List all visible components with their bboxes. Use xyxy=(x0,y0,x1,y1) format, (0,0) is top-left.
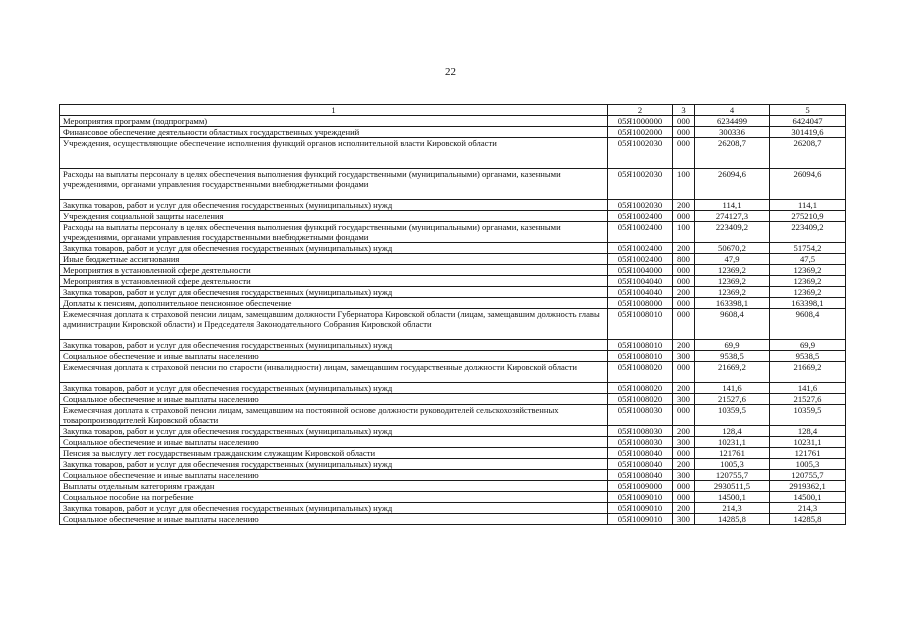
table-row xyxy=(60,362,846,383)
row-value5-cell: 2919362,1 xyxy=(770,481,846,492)
row-value4-cell: 2930511,5 xyxy=(695,481,770,492)
page-number: 22 xyxy=(445,66,456,78)
row-value4-cell: 6234499 xyxy=(695,116,770,127)
row-kind-cell: 000 xyxy=(673,138,695,169)
row-kind-cell: 000 xyxy=(673,362,695,383)
row-value5-cell: 141,6 xyxy=(770,383,846,394)
row-kind-cell: 300 xyxy=(673,394,695,405)
row-value5-cell: 10231,1 xyxy=(770,437,846,448)
row-value4-cell: 12369,2 xyxy=(695,276,770,287)
row-value5-cell: 9538,5 xyxy=(770,351,846,362)
table-row xyxy=(60,394,846,405)
row-value5-cell: 223409,2 xyxy=(770,222,846,243)
table-row xyxy=(60,340,846,351)
table-row xyxy=(60,254,846,265)
row-name-cell: Ежемесячная доплата к страховой пенсии лицам, замещавшим должности Губернатора Кировской области (лицам, замещавшим должность главы администрации Кировской области) и Председателя Законодательного Собрания Кировской области xyxy=(60,309,608,340)
row-kind-cell: 300 xyxy=(673,437,695,448)
row-kind-cell: 000 xyxy=(673,127,695,138)
row-name-cell: Социальное обеспечение и иные выплаты населению xyxy=(60,437,608,448)
row-value5-cell: 14285,8 xyxy=(770,514,846,525)
row-value5-cell: 301419,6 xyxy=(770,127,846,138)
row-kind-cell: 000 xyxy=(673,276,695,287)
row-code-cell: 05Я1009010 xyxy=(608,503,673,514)
row-value4-cell: 1005,3 xyxy=(695,459,770,470)
row-value5-cell: 12369,2 xyxy=(770,287,846,298)
row-code-cell: 05Я1008040 xyxy=(608,459,673,470)
row-name-cell: Ежемесячная доплата к страховой пенсии лицам, замещавшим на постоянной основе должности руководителей сельскохозяйственных товаропроизводителей Кировской области xyxy=(60,405,608,426)
row-name-cell: Финансовое обеспечение деятельности областных государственных учреждений xyxy=(60,127,608,138)
row-code-cell: 05Я1008030 xyxy=(608,405,673,426)
row-name-cell: Социальное обеспечение и иные выплаты населению xyxy=(60,394,608,405)
row-name-cell: Закупка товаров, работ и услуг для обеспечения государственных (муниципальных) нужд xyxy=(60,287,608,298)
table-row xyxy=(60,448,846,459)
header-cell: 2 xyxy=(608,105,673,116)
row-value4-cell: 300336 xyxy=(695,127,770,138)
row-kind-cell: 000 xyxy=(673,309,695,340)
row-value5-cell: 12369,2 xyxy=(770,276,846,287)
row-kind-cell: 800 xyxy=(673,254,695,265)
row-name-cell: Выплаты отдельным категориям граждан xyxy=(60,481,608,492)
row-value5-cell: 9608,4 xyxy=(770,309,846,340)
table-row xyxy=(60,470,846,481)
row-value5-cell: 26208,7 xyxy=(770,138,846,169)
row-kind-cell: 000 xyxy=(673,492,695,503)
row-name-cell: Учреждения социальной защиты населения xyxy=(60,211,608,222)
row-value4-cell: 10359,5 xyxy=(695,405,770,426)
row-value5-cell: 121761 xyxy=(770,448,846,459)
row-value4-cell: 14285,8 xyxy=(695,514,770,525)
header-cell: 1 xyxy=(60,105,608,116)
row-value4-cell: 223409,2 xyxy=(695,222,770,243)
row-code-cell: 05Я1002400 xyxy=(608,254,673,265)
row-code-cell: 05Я1004040 xyxy=(608,276,673,287)
table-row xyxy=(60,200,846,211)
row-name-cell: Пенсия за выслугу лет государственным гражданским служащим Кировской области xyxy=(60,448,608,459)
row-code-cell: 05Я1004000 xyxy=(608,265,673,276)
row-value4-cell: 50670,2 xyxy=(695,243,770,254)
table-row xyxy=(60,481,846,492)
row-kind-cell: 300 xyxy=(673,470,695,481)
row-kind-cell: 200 xyxy=(673,383,695,394)
row-value4-cell: 121761 xyxy=(695,448,770,459)
row-value5-cell: 128,4 xyxy=(770,426,846,437)
table-row xyxy=(60,169,846,200)
row-kind-cell: 200 xyxy=(673,340,695,351)
row-value5-cell: 114,1 xyxy=(770,200,846,211)
table-row xyxy=(60,492,846,503)
row-code-cell: 05Я1008020 xyxy=(608,383,673,394)
table-row xyxy=(60,459,846,470)
table-row xyxy=(60,276,846,287)
row-code-cell: 05Я1002030 xyxy=(608,138,673,169)
row-name-cell: Расходы на выплаты персоналу в целях обеспечения выполнения функций государственными (муниципальными) органами, казенными учреждениями, органами управления государственными внебюджетными фондами xyxy=(60,222,608,243)
row-name-cell: Социальное обеспечение и иные выплаты населению xyxy=(60,470,608,481)
row-kind-cell: 000 xyxy=(673,116,695,127)
row-value5-cell: 69,9 xyxy=(770,340,846,351)
header-cell: 4 xyxy=(695,105,770,116)
row-code-cell: 05Я1002030 xyxy=(608,169,673,200)
table-row xyxy=(60,298,846,309)
row-code-cell: 05Я1009000 xyxy=(608,481,673,492)
row-value5-cell: 51754,2 xyxy=(770,243,846,254)
row-value4-cell: 26208,7 xyxy=(695,138,770,169)
row-name-cell: Социальное обеспечение и иные выплаты населению xyxy=(60,514,608,525)
row-kind-cell: 200 xyxy=(673,287,695,298)
header-cell: 3 xyxy=(673,105,695,116)
row-name-cell: Социальное обеспечение и иные выплаты населению xyxy=(60,351,608,362)
row-name-cell: Мероприятия программ (подпрограмм) xyxy=(60,116,608,127)
row-value5-cell: 12369,2 xyxy=(770,265,846,276)
row-code-cell: 05Я1000000 xyxy=(608,116,673,127)
table-row xyxy=(60,426,846,437)
row-code-cell: 05Я1008030 xyxy=(608,437,673,448)
row-name-cell: Социальное пособие на погребение xyxy=(60,492,608,503)
table-row xyxy=(60,351,846,362)
row-kind-cell: 000 xyxy=(673,298,695,309)
row-value5-cell: 14500,1 xyxy=(770,492,846,503)
row-name-cell: Закупка товаров, работ и услуг для обеспечения государственных (муниципальных) нужд xyxy=(60,200,608,211)
table-row xyxy=(60,405,846,426)
table-row xyxy=(60,437,846,448)
row-name-cell: Закупка товаров, работ и услуг для обеспечения государственных (муниципальных) нужд xyxy=(60,340,608,351)
row-value5-cell: 120755,7 xyxy=(770,470,846,481)
row-name-cell: Ежемесячная доплата к страховой пенсии по старости (инвалидности) лицам, замещавшим государственные должности Кировской области xyxy=(60,362,608,383)
row-value4-cell: 114,1 xyxy=(695,200,770,211)
row-value4-cell: 163398,1 xyxy=(695,298,770,309)
row-name-cell: Закупка товаров, работ и услуг для обеспечения государственных (муниципальных) нужд xyxy=(60,503,608,514)
row-value5-cell: 21669,2 xyxy=(770,362,846,383)
row-value4-cell: 120755,7 xyxy=(695,470,770,481)
row-kind-cell: 300 xyxy=(673,514,695,525)
row-code-cell: 05Я1009010 xyxy=(608,514,673,525)
row-code-cell: 05Я1008010 xyxy=(608,340,673,351)
row-name-cell: Закупка товаров, работ и услуг для обеспечения государственных (муниципальных) нужд xyxy=(60,243,608,254)
table-row xyxy=(60,309,846,340)
row-value4-cell: 274127,3 xyxy=(695,211,770,222)
row-code-cell: 05Я1002030 xyxy=(608,200,673,211)
row-kind-cell: 000 xyxy=(673,448,695,459)
table-row xyxy=(60,138,846,169)
row-kind-cell: 200 xyxy=(673,459,695,470)
row-value4-cell: 9608,4 xyxy=(695,309,770,340)
row-code-cell: 05Я1008020 xyxy=(608,394,673,405)
row-kind-cell: 000 xyxy=(673,211,695,222)
row-code-cell: 05Я1002000 xyxy=(608,127,673,138)
row-value5-cell: 214,3 xyxy=(770,503,846,514)
row-name-cell: Закупка товаров, работ и услуг для обеспечения государственных (муниципальных) нужд xyxy=(60,459,608,470)
row-value4-cell: 12369,2 xyxy=(695,265,770,276)
table-row xyxy=(60,383,846,394)
row-code-cell: 05Я1002400 xyxy=(608,222,673,243)
row-kind-cell: 100 xyxy=(673,169,695,200)
row-code-cell: 05Я1009010 xyxy=(608,492,673,503)
row-name-cell: Мероприятия в установленной сфере деятельности xyxy=(60,265,608,276)
table-row xyxy=(60,287,846,298)
table-header-row xyxy=(60,105,846,116)
row-kind-cell: 200 xyxy=(673,243,695,254)
row-value4-cell: 69,9 xyxy=(695,340,770,351)
row-value4-cell: 21669,2 xyxy=(695,362,770,383)
row-code-cell: 05Я1008010 xyxy=(608,309,673,340)
row-name-cell: Иные бюджетные ассигнования xyxy=(60,254,608,265)
row-name-cell: Закупка товаров, работ и услуг для обеспечения государственных (муниципальных) нужд xyxy=(60,383,608,394)
row-value5-cell: 21527,6 xyxy=(770,394,846,405)
row-value4-cell: 14500,1 xyxy=(695,492,770,503)
row-value4-cell: 21527,6 xyxy=(695,394,770,405)
row-value5-cell: 6424047 xyxy=(770,116,846,127)
row-code-cell: 05Я1004040 xyxy=(608,287,673,298)
table-row xyxy=(60,514,846,525)
row-value5-cell: 47,5 xyxy=(770,254,846,265)
row-value5-cell: 163398,1 xyxy=(770,298,846,309)
row-name-cell: Закупка товаров, работ и услуг для обеспечения государственных (муниципальных) нужд xyxy=(60,426,608,437)
budget-table xyxy=(59,104,846,525)
row-value4-cell: 214,3 xyxy=(695,503,770,514)
row-value4-cell: 10231,1 xyxy=(695,437,770,448)
row-kind-cell: 300 xyxy=(673,351,695,362)
row-code-cell: 05Я1002400 xyxy=(608,243,673,254)
row-value4-cell: 9538,5 xyxy=(695,351,770,362)
row-kind-cell: 100 xyxy=(673,222,695,243)
row-value4-cell: 47,9 xyxy=(695,254,770,265)
row-code-cell: 05Я1008030 xyxy=(608,426,673,437)
row-value4-cell: 12369,2 xyxy=(695,287,770,298)
row-value5-cell: 26094,6 xyxy=(770,169,846,200)
row-name-cell: Мероприятия в установленной сфере деятельности xyxy=(60,276,608,287)
row-kind-cell: 000 xyxy=(673,481,695,492)
row-kind-cell: 200 xyxy=(673,200,695,211)
row-code-cell: 05Я1008040 xyxy=(608,448,673,459)
table-row xyxy=(60,265,846,276)
row-code-cell: 05Я1008010 xyxy=(608,351,673,362)
row-code-cell: 05Я1008040 xyxy=(608,470,673,481)
row-value4-cell: 128,4 xyxy=(695,426,770,437)
row-value4-cell: 141,6 xyxy=(695,383,770,394)
table-row xyxy=(60,222,846,243)
row-code-cell: 05Я1008000 xyxy=(608,298,673,309)
row-name-cell: Расходы на выплаты персоналу в целях обеспечения выполнения функций государственными (муниципальными) органами, казенными учреждениями, органами управления государственными внебюджетными фондами xyxy=(60,169,608,200)
table-row xyxy=(60,503,846,514)
row-code-cell: 05Я1002400 xyxy=(608,211,673,222)
row-code-cell: 05Я1008020 xyxy=(608,362,673,383)
row-kind-cell: 200 xyxy=(673,426,695,437)
header-cell: 5 xyxy=(770,105,846,116)
row-value5-cell: 10359,5 xyxy=(770,405,846,426)
table-row xyxy=(60,243,846,254)
row-value5-cell: 1005,3 xyxy=(770,459,846,470)
row-name-cell: Учреждения, осуществляющие обеспечение исполнения функций органов исполнительной власти Кировской области xyxy=(60,138,608,169)
row-value4-cell: 26094,6 xyxy=(695,169,770,200)
row-kind-cell: 000 xyxy=(673,265,695,276)
row-kind-cell: 000 xyxy=(673,405,695,426)
row-value5-cell: 275210,9 xyxy=(770,211,846,222)
table-row xyxy=(60,116,846,127)
table-row xyxy=(60,211,846,222)
row-name-cell: Доплаты к пенсиям, дополнительное пенсионное обеспечение xyxy=(60,298,608,309)
row-kind-cell: 200 xyxy=(673,503,695,514)
table-row xyxy=(60,127,846,138)
